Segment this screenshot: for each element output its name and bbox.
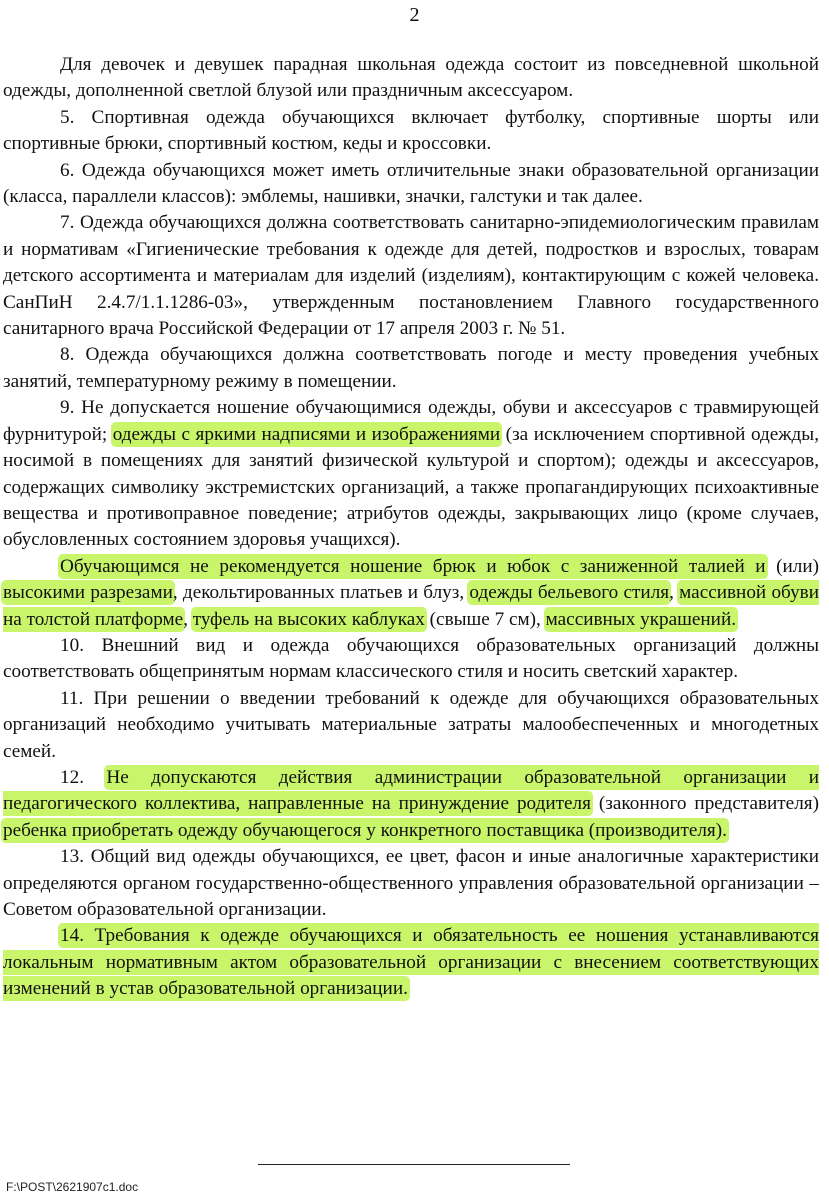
- paragraph-8: 8. Одежда обучающихся должна соответствовать погоде и месту проведения учебных занятий, температурному режиму в помещении.: [3, 344, 819, 392]
- recommendation-text: , декольтированных платьев и блуз,: [172, 582, 470, 604]
- recommendation-text: (или): [765, 555, 819, 577]
- highlight-high-slits: высокими разрезами: [3, 582, 173, 604]
- footer-divider: [258, 1164, 570, 1165]
- paragraph-9-text: (за исключением спортивной одежды, носимой в помещениях для занятий физической культурой и спортом); одежды и аксессуаров, содержащих символику экстремистских организаций, а также пропагандирующих психоактивные вещества и противоправное поведение; атрибутов одежды, закрывающих лицо (кроме случаев, обусловленных состоянием здоровья учащихся).: [3, 423, 819, 551]
- highlight-local-regulation: 14. Требования к одежде обучающихся и обязательность ее ношения устанавливаются локальным нормативным актом образовательной организации с внесением соответствующих изменений в устав образовательной организации.: [3, 925, 819, 1000]
- paragraph-14: [3, 923, 819, 1002]
- highlight-specific-supplier: ребенка приобретать одежду обучающегося у конкретного поставщика (производителя).: [3, 819, 727, 841]
- paragraph-5: 5. Спортивная одежда обучающихся включает футболку, спортивные шорты или спортивные брюки, спортивный костюм, кеды и кроссовки.: [3, 106, 819, 155]
- highlight-high-heels: туфель на высоких каблуках: [192, 608, 425, 630]
- paragraph-9-text: 9. Не допускается ношение обучающимися одежды, обуви и аксессуаров с травмирующей фурнитурой;: [3, 397, 819, 445]
- highlight-bright-prints: одежды с яркими надписями и изображениями: [112, 423, 501, 445]
- highlight-lingerie-style: одежды бельевого стиля: [469, 582, 670, 604]
- paragraph-9-recommendation: [3, 554, 819, 633]
- paragraph-12: [3, 765, 819, 844]
- recommendation-text: (свыше 7 см),: [424, 608, 546, 630]
- paragraph-9: [3, 395, 819, 553]
- document-body: [3, 52, 819, 1003]
- recommendation-text: ,: [669, 582, 680, 604]
- paragraph-girls-uniform: Для девочек и девушек парадная школьная одежда состоит из повседневной школьной одежды, дополненной светлой блузой или праздничным аксессуаром.: [3, 54, 819, 102]
- recommendation-text: ,: [183, 608, 193, 630]
- paragraph-11: 11. При решении о введении требований к одежде для обучающихся образовательных организаций необходимо учитывать материальные затраты малообеспеченных и многодетных семей.: [3, 687, 819, 762]
- paragraph-10: 10. Внешний вид и одежда обучающихся образовательных организаций должны соответствовать общепринятым нормам классического стиля и носить светский характер.: [3, 634, 819, 683]
- paragraph-12-number: 12.: [60, 766, 107, 788]
- paragraph-12-text: (законного представителя): [590, 793, 819, 815]
- paragraph-6: 6. Одежда обучающихся может иметь отличительные знаки образовательной организации (класса, параллели классов): эмблемы, нашивки, значки, галстуки и так далее.: [3, 159, 819, 208]
- paragraph-13: 13. Общий вид одежды обучающихся, ее цвет, фасон и иные аналогичные характеристики определяются органом государственно-общественного управления образовательной организации – Советом образовательной организации.: [3, 846, 819, 920]
- paragraph-7: 7. Одежда обучающихся должна соответствовать санитарно-эпидемиологическим правилам и нормативам «Гигиенические требования к одежде для детей, подростков и взрослых, товарам детского ассортимента и материалам для изделий (изделиям), контактирующим с кожей человека. СанПиН 2.4.7/1.1.1286-03», утвержденным постановлением Главного государственного санитарного врача Российской Федерации от 17 апреля 2003 г. № 51.: [3, 212, 819, 340]
- highlight-massive-jewelry: массивных украшений.: [545, 608, 737, 630]
- highlight-administration-coercion: Не допускаются действия администрации образовательной организации и педагогического коллектива, направленные на принуждение родителя: [3, 766, 819, 815]
- highlight-platform-shoes: массивной обуви на толстой платформе: [3, 582, 819, 630]
- file-reference: F:\POST\2621907c1.doc: [6, 1180, 139, 1194]
- page-number: 2: [409, 4, 420, 26]
- highlight-low-waist: Обучающимся не рекомендуется ношение брюк и юбок с заниженной талией и: [60, 555, 766, 577]
